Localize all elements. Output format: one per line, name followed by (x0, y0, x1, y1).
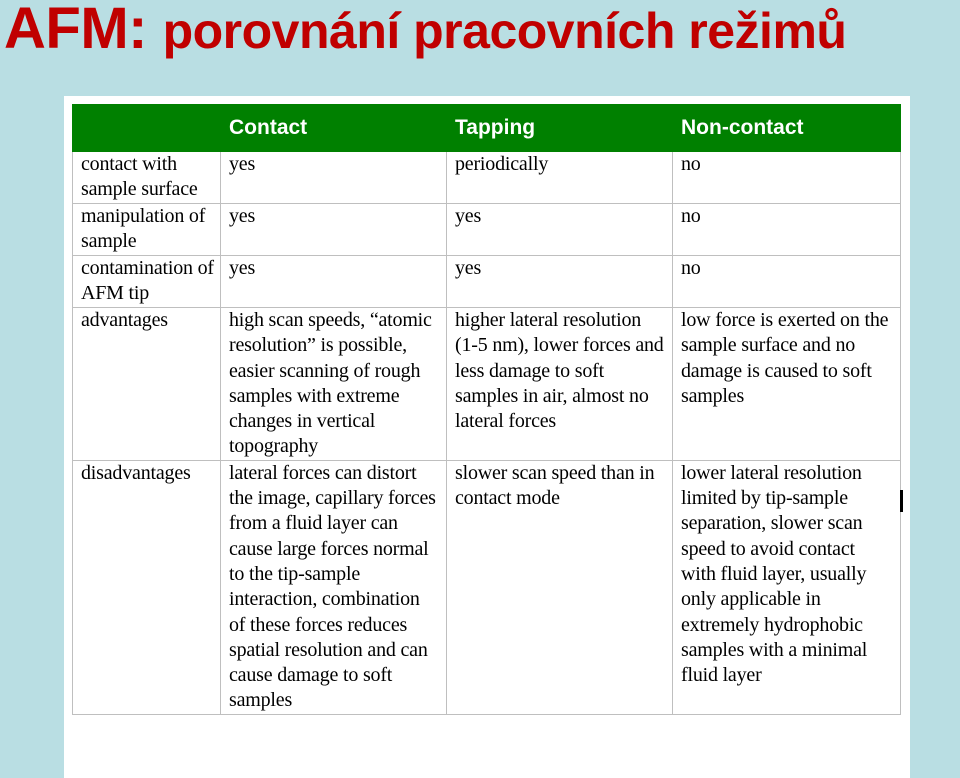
header-empty (73, 105, 221, 152)
row-label: advantages (73, 308, 221, 461)
cell-noncontact: no (673, 152, 901, 204)
table-panel (64, 96, 910, 778)
table-row (73, 204, 901, 256)
comparison-table (72, 104, 901, 715)
row-label: disadvantages (73, 460, 221, 714)
cell-contact: yes (221, 204, 447, 256)
cell-tapping: yes (447, 204, 673, 256)
cell-contact: yes (221, 152, 447, 204)
table-header-row (73, 105, 901, 152)
slide-title-abbr: AFM: (4, 0, 147, 61)
cell-tapping: higher lateral resolution (1-5 nm), lower forces and less damage to soft samples in air, almost no lateral forces (447, 308, 673, 461)
header-tapping: Tapping (447, 105, 673, 152)
table-row (73, 256, 901, 308)
text-cursor (900, 490, 903, 512)
cell-noncontact: low force is exerted on the sample surface and no damage is caused to soft samples (673, 308, 901, 461)
cell-tapping: yes (447, 256, 673, 308)
cell-tapping: slower scan speed than in contact mode (447, 460, 673, 714)
header-contact: Contact (221, 105, 447, 152)
cell-contact: high scan speeds, “atomic resolution” is possible, easier scanning of rough samples with extreme changes in vertical topography (221, 308, 447, 461)
cell-tapping: periodically (447, 152, 673, 204)
row-label: contact with sample surface (73, 152, 221, 204)
cell-noncontact: no (673, 204, 901, 256)
slide-title-rest: porovnání pracovních režimů (162, 3, 847, 59)
table-row (73, 460, 901, 714)
table-row (73, 308, 901, 461)
row-label: manipulation of sample (73, 204, 221, 256)
cell-contact: yes (221, 256, 447, 308)
cell-noncontact: no (673, 256, 901, 308)
row-label: contamination of AFM tip (73, 256, 221, 308)
header-noncontact: Non-contact (673, 105, 901, 152)
table-row (73, 152, 901, 204)
cell-noncontact: lower lateral resolution limited by tip-sample separation, slower scan speed to avoid contact with fluid layer, usually only applicable in extremely hydrophobic samples with a minimal fluid layer (673, 460, 901, 714)
cell-contact: lateral forces can distort the image, capillary forces from a fluid layer can cause large forces normal to the tip-sample interaction, combination of these forces reduces spatial resolution and can cause damage to soft samples (221, 460, 447, 714)
slide-title (4, 0, 846, 66)
